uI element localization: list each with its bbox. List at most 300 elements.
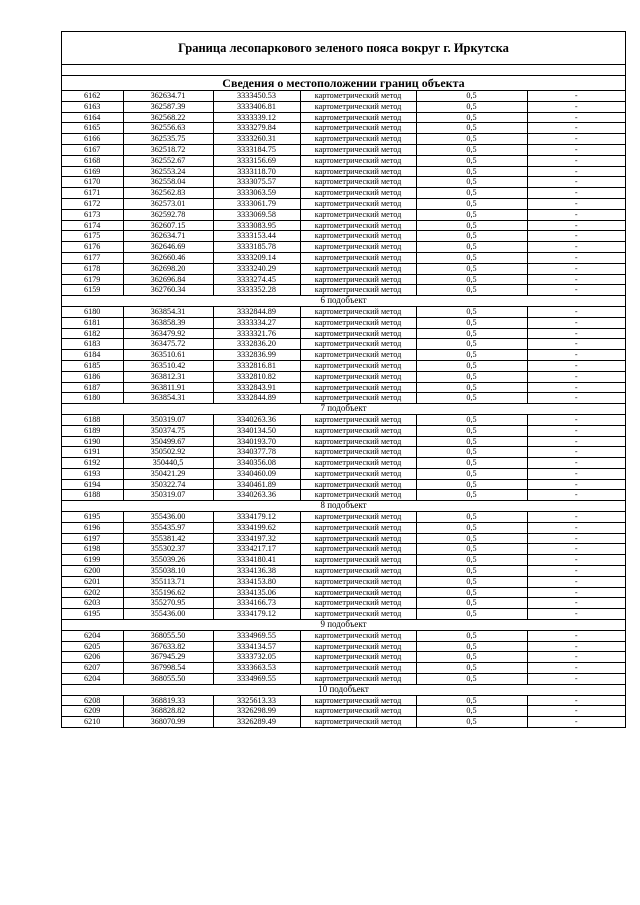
y-coordinate-cell: 3332844.89 [213,306,300,317]
method-cell: картометрический метод [300,231,416,242]
table-row [62,144,625,155]
description-cell: - [527,285,625,296]
description-cell: - [527,242,625,253]
subobject-header-row [62,684,625,695]
description-cell: - [527,188,625,199]
table-row [62,436,625,447]
x-coordinate-cell: 362646.69 [123,242,213,253]
y-coordinate-cell: 3333069.58 [213,209,300,220]
method-cell: картометрический метод [300,360,416,371]
description-cell: - [527,393,625,404]
x-coordinate-cell: 362634.71 [123,231,213,242]
subobject-label: 9 подобъект [62,620,625,631]
method-cell: картометрический метод [300,414,416,425]
x-coordinate-cell: 362587.39 [123,101,213,112]
accuracy-cell: 0,5 [416,382,527,393]
description-cell: - [527,252,625,263]
y-coordinate-cell: 3334136.38 [213,566,300,577]
accuracy-cell: 0,5 [416,717,527,727]
y-coordinate-cell: 3333184.75 [213,144,300,155]
method-cell: картометрический метод [300,177,416,188]
table-row [62,101,625,112]
table-row [62,285,625,296]
table-row [62,231,625,242]
table-row [62,522,625,533]
method-cell: картометрический метод [300,220,416,231]
description-cell: - [527,555,625,566]
coordinates-table [62,91,625,727]
y-coordinate-cell: 3340263.36 [213,414,300,425]
y-coordinate-cell: 3333321.76 [213,328,300,339]
method-cell: картометрический метод [300,674,416,685]
table-row [62,91,625,101]
point-number-cell: 6210 [62,717,123,727]
x-coordinate-cell: 350440,5 [123,458,213,469]
y-coordinate-cell: 3340193.70 [213,436,300,447]
accuracy-cell: 0,5 [416,458,527,469]
x-coordinate-cell: 363475.72 [123,339,213,350]
description-cell: - [527,155,625,166]
description-cell: - [527,630,625,641]
subobject-label: 7 подобъект [62,404,625,415]
y-coordinate-cell: 3334166.73 [213,598,300,609]
spacer-row [62,65,625,76]
description-cell: - [527,587,625,598]
y-coordinate-cell: 3333334.27 [213,317,300,328]
description-cell: - [527,447,625,458]
point-number-cell: 6186 [62,371,123,382]
y-coordinate-cell: 3333209.14 [213,252,300,263]
method-cell: картометрический метод [300,393,416,404]
x-coordinate-cell: 362553.24 [123,166,213,177]
point-number-cell: 6170 [62,177,123,188]
x-coordinate-cell: 350322.74 [123,479,213,490]
x-coordinate-cell: 355436.00 [123,512,213,523]
point-number-cell: 6195 [62,512,123,523]
method-cell: картометрический метод [300,533,416,544]
accuracy-cell: 0,5 [416,317,527,328]
y-coordinate-cell: 3332810.82 [213,371,300,382]
coordinates-table-body [62,91,625,727]
accuracy-cell: 0,5 [416,674,527,685]
point-number-cell: 6167 [62,144,123,155]
description-cell: - [527,306,625,317]
method-cell: картометрический метод [300,252,416,263]
y-coordinate-cell: 3332844.89 [213,393,300,404]
accuracy-cell: 0,5 [416,468,527,479]
method-cell: картометрический метод [300,188,416,199]
point-number-cell: 6209 [62,706,123,717]
method-cell: картометрический метод [300,695,416,706]
accuracy-cell: 0,5 [416,285,527,296]
table-row [62,609,625,620]
x-coordinate-cell: 355381.42 [123,533,213,544]
x-coordinate-cell: 355038.10 [123,566,213,577]
point-number-cell: 6202 [62,587,123,598]
accuracy-cell: 0,5 [416,188,527,199]
point-number-cell: 6164 [62,112,123,123]
point-number-cell: 6182 [62,328,123,339]
accuracy-cell: 0,5 [416,695,527,706]
point-number-cell: 6169 [62,166,123,177]
method-cell: картометрический метод [300,663,416,674]
point-number-cell: 6208 [62,695,123,706]
table-row [62,425,625,436]
accuracy-cell: 0,5 [416,555,527,566]
point-number-cell: 6191 [62,447,123,458]
x-coordinate-cell: 368070.99 [123,717,213,727]
x-coordinate-cell: 355436.00 [123,609,213,620]
method-cell: картометрический метод [300,328,416,339]
description-cell: - [527,425,625,436]
y-coordinate-cell: 3332836.99 [213,350,300,361]
method-cell: картометрический метод [300,155,416,166]
accuracy-cell: 0,5 [416,566,527,577]
table-row [62,112,625,123]
accuracy-cell: 0,5 [416,652,527,663]
method-cell: картометрический метод [300,209,416,220]
document-sheet [61,31,626,728]
table-row [62,598,625,609]
table-row [62,663,625,674]
description-cell: - [527,641,625,652]
accuracy-cell: 0,5 [416,587,527,598]
method-cell: картометрический метод [300,306,416,317]
subobject-label: 6 подобъект [62,296,625,307]
method-cell: картометрический метод [300,522,416,533]
y-coordinate-cell: 3332843.91 [213,382,300,393]
table-row [62,652,625,663]
point-number-cell: 6180 [62,306,123,317]
x-coordinate-cell: 362698.20 [123,263,213,274]
y-coordinate-cell: 3332816.81 [213,360,300,371]
x-coordinate-cell: 362592.78 [123,209,213,220]
point-number-cell: 6180 [62,393,123,404]
y-coordinate-cell: 3333063.59 [213,188,300,199]
method-cell: картометрический метод [300,566,416,577]
method-cell: картометрический метод [300,479,416,490]
description-cell: - [527,263,625,274]
accuracy-cell: 0,5 [416,274,527,285]
description-cell: - [527,544,625,555]
accuracy-cell: 0,5 [416,242,527,253]
point-number-cell: 6184 [62,350,123,361]
y-coordinate-cell: 3333240.29 [213,263,300,274]
description-cell: - [527,112,625,123]
x-coordinate-cell: 362518.72 [123,144,213,155]
accuracy-cell: 0,5 [416,112,527,123]
x-coordinate-cell: 355302.37 [123,544,213,555]
y-coordinate-cell: 3326289.49 [213,717,300,727]
y-coordinate-cell: 3333279.84 [213,123,300,134]
description-cell: - [527,209,625,220]
description-cell: - [527,566,625,577]
method-cell: картометрический метод [300,242,416,253]
method-cell: картометрический метод [300,112,416,123]
accuracy-cell: 0,5 [416,123,527,134]
point-number-cell: 6175 [62,231,123,242]
point-number-cell: 6187 [62,382,123,393]
point-number-cell: 6198 [62,544,123,555]
description-cell: - [527,533,625,544]
point-number-cell: 6183 [62,339,123,350]
x-coordinate-cell: 362607.15 [123,220,213,231]
x-coordinate-cell: 350319.07 [123,414,213,425]
point-number-cell: 6199 [62,555,123,566]
accuracy-cell: 0,5 [416,144,527,155]
accuracy-cell: 0,5 [416,263,527,274]
subobject-header-row [62,501,625,512]
accuracy-cell: 0,5 [416,360,527,371]
accuracy-cell: 0,5 [416,414,527,425]
table-row [62,155,625,166]
table-row [62,468,625,479]
accuracy-cell: 0,5 [416,198,527,209]
table-row [62,274,625,285]
y-coordinate-cell: 3334179.12 [213,609,300,620]
point-number-cell: 6179 [62,274,123,285]
description-cell: - [574,717,578,727]
y-coordinate-cell: 3340263.36 [213,490,300,501]
accuracy-cell: 0,5 [416,630,527,641]
x-coordinate-cell: 355435.97 [123,522,213,533]
point-number-cell: 6205 [62,641,123,652]
accuracy-cell: 0,5 [416,522,527,533]
x-coordinate-cell: 362562.83 [123,188,213,199]
table-row [62,641,625,652]
subobject-header-row [62,620,625,631]
x-coordinate-cell: 362552.67 [123,155,213,166]
method-cell: картометрический метод [300,101,416,112]
y-coordinate-cell: 3333083.95 [213,220,300,231]
point-number-cell: 6197 [62,533,123,544]
description-cell: - [527,522,625,533]
method-cell: картометрический метод [300,458,416,469]
description-cell: - [527,490,625,501]
method-cell: картометрический метод [300,576,416,587]
table-row [62,630,625,641]
accuracy-cell: 0,5 [416,371,527,382]
method-cell: картометрический метод [300,382,416,393]
x-coordinate-cell: 350421.29 [123,468,213,479]
x-coordinate-cell: 362558.04 [123,177,213,188]
y-coordinate-cell: 3334180.41 [213,555,300,566]
method-cell: картометрический метод [300,285,416,296]
method-cell: картометрический метод [300,274,416,285]
x-coordinate-cell: 363510.61 [123,350,213,361]
x-coordinate-cell: 368055.50 [123,674,213,685]
description-cell: - [527,458,625,469]
method-cell: картометрический метод [300,144,416,155]
table-row [62,371,625,382]
point-number-cell: 6203 [62,598,123,609]
y-coordinate-cell: 3333153.44 [213,231,300,242]
table-row [62,458,625,469]
x-coordinate-cell: 362573.01 [123,198,213,209]
y-coordinate-cell: 3340356.08 [213,458,300,469]
y-coordinate-cell: 3334135.06 [213,587,300,598]
method-cell: картометрический метод [300,198,416,209]
x-coordinate-cell: 355113.71 [123,576,213,587]
y-coordinate-cell: 3340460.09 [213,468,300,479]
x-coordinate-cell: 367998.54 [123,663,213,674]
x-coordinate-cell: 362634.71 [123,91,213,101]
table-row [62,382,625,393]
accuracy-cell: 0,5 [416,490,527,501]
y-coordinate-cell: 3334197.32 [213,533,300,544]
description-cell: - [527,576,625,587]
description-cell: - [527,598,625,609]
description-cell: - [527,328,625,339]
y-coordinate-cell: 3340134.50 [213,425,300,436]
table-row [62,317,625,328]
accuracy-cell: 0,5 [416,436,527,447]
x-coordinate-cell: 363510.42 [123,360,213,371]
method-cell: картометрический метод [300,717,416,727]
description-cell: - [527,468,625,479]
description-cell: - [527,414,625,425]
point-number-cell: 6174 [62,220,123,231]
description-cell: - [527,512,625,523]
method-cell: картометрический метод [300,371,416,382]
point-number-cell: 6188 [62,414,123,425]
accuracy-cell: 0,5 [416,544,527,555]
description-cell: - [527,371,625,382]
subobject-label: 8 подобъект [62,501,625,512]
x-coordinate-cell: 362568.22 [123,112,213,123]
method-cell: картометрический метод [300,468,416,479]
description-cell: - [527,317,625,328]
accuracy-cell: 0,5 [416,447,527,458]
document-title: Граница лесопаркового зеленого пояса вокруг г. Иркутска [62,32,625,65]
description-cell: - [527,134,625,145]
method-cell: картометрический метод [300,544,416,555]
table-row [62,209,625,220]
subobject-header-row [62,296,625,307]
y-coordinate-cell: 3333406.81 [213,101,300,112]
accuracy-cell: 0,5 [416,350,527,361]
table-row [62,555,625,566]
method-cell: картометрический метод [300,598,416,609]
y-coordinate-cell: 3340377.78 [213,447,300,458]
table-row [62,350,625,361]
table-row [62,490,625,501]
point-number-cell: 6201 [62,576,123,587]
method-cell: картометрический метод [300,339,416,350]
description-cell: - [527,674,625,685]
description-cell: - [527,350,625,361]
method-cell: картометрический метод [300,436,416,447]
point-number-cell: 6189 [62,425,123,436]
table-row [62,447,625,458]
accuracy-cell: 0,5 [416,177,527,188]
method-cell: картометрический метод [300,490,416,501]
y-coordinate-cell: 3333450.53 [213,91,300,101]
description-cell: - [527,652,625,663]
section-title: Сведения о местоположении границ объекта [62,76,625,91]
point-number-cell: 6177 [62,252,123,263]
method-cell: картометрический метод [300,555,416,566]
table-row [62,414,625,425]
point-number-cell: 6176 [62,242,123,253]
accuracy-cell: 0,5 [416,231,527,242]
y-coordinate-cell: 3325613.33 [213,695,300,706]
x-coordinate-cell: 368828.82 [123,706,213,717]
accuracy-cell: 0,5 [416,252,527,263]
accuracy-cell: 0,5 [416,166,527,177]
point-number-cell: 6194 [62,479,123,490]
description-cell: - [527,91,625,101]
description-cell: - [527,436,625,447]
x-coordinate-cell: 350502.92 [123,447,213,458]
table-row [62,328,625,339]
description-cell: - [527,144,625,155]
table-row [62,252,625,263]
point-number-cell: 6196 [62,522,123,533]
y-coordinate-cell: 3334969.55 [213,674,300,685]
accuracy-cell: 0,5 [416,533,527,544]
table-row [62,360,625,371]
point-number-cell: 6188 [62,490,123,501]
x-coordinate-cell: 362535.75 [123,134,213,145]
point-number-cell: 6166 [62,134,123,145]
accuracy-cell: 0,5 [416,706,527,717]
point-number-cell: 6206 [62,652,123,663]
y-coordinate-cell: 3333061.79 [213,198,300,209]
accuracy-cell: 0,5 [416,512,527,523]
point-number-cell: 6162 [62,91,123,101]
accuracy-cell: 0,5 [416,339,527,350]
table-row [62,706,625,717]
y-coordinate-cell: 3333260.31 [213,134,300,145]
y-coordinate-cell: 3340461.89 [213,479,300,490]
accuracy-cell: 0,5 [416,101,527,112]
description-cell: - [527,123,625,134]
method-cell: картометрический метод [300,447,416,458]
point-number-cell: 6159 [62,285,123,296]
point-number-cell: 6195 [62,609,123,620]
method-cell: картометрический метод [300,317,416,328]
y-coordinate-cell: 3333075.57 [213,177,300,188]
point-number-cell: 6181 [62,317,123,328]
method-cell: картометрический метод [300,630,416,641]
description-cell: - [527,220,625,231]
accuracy-cell: 0,5 [416,609,527,620]
accuracy-cell: 0,5 [416,134,527,145]
method-cell: картометрический метод [300,641,416,652]
subobject-header-row [62,404,625,415]
y-coordinate-cell: 3334969.55 [213,630,300,641]
table-row [62,695,625,706]
table-row [62,263,625,274]
accuracy-cell: 0,5 [416,209,527,220]
point-number-cell: 6200 [62,566,123,577]
x-coordinate-cell: 355039.26 [123,555,213,566]
description-cell: - [527,198,625,209]
y-coordinate-cell: 3334179.12 [213,512,300,523]
accuracy-cell: 0,5 [416,155,527,166]
method-cell: картометрический метод [300,512,416,523]
accuracy-cell: 0,5 [416,576,527,587]
table-row [62,533,625,544]
accuracy-cell: 0,5 [416,220,527,231]
point-number-cell: 6165 [62,123,123,134]
point-number-cell: 6204 [62,674,123,685]
method-cell: картометрический метод [300,652,416,663]
point-number-cell: 6178 [62,263,123,274]
accuracy-cell: 0,5 [416,393,527,404]
table-row [62,393,625,404]
